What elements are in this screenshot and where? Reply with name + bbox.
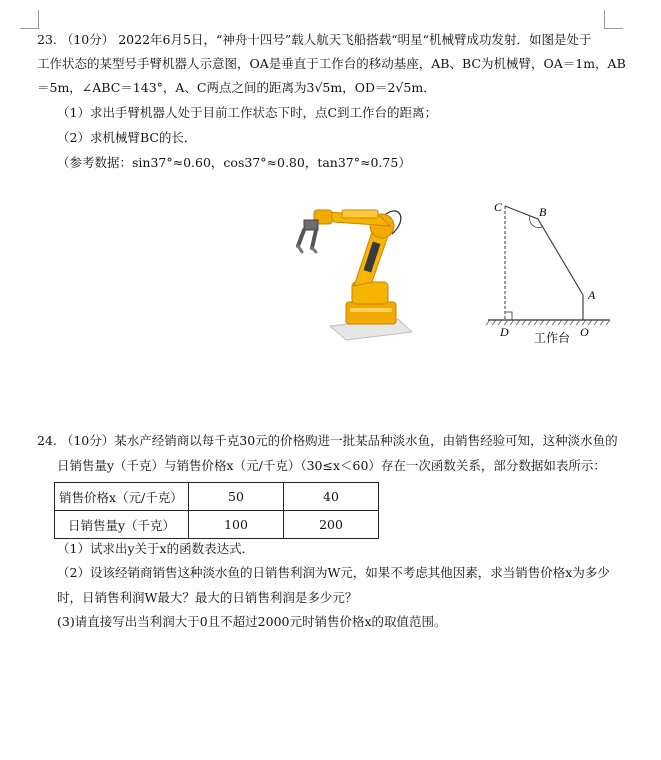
label-c: C	[494, 200, 503, 214]
price-sales-table	[54, 482, 379, 539]
geometry-diagram	[484, 196, 624, 356]
table-row-header: 销售价格x（元/千克）	[55, 483, 189, 511]
q24-line-2: 日销售量y（千克）与销售价格x（元/千克）（30≤x＜60）存在一次函数关系，部分数据如表所示：	[57, 458, 606, 473]
label-d: D	[500, 325, 509, 339]
right-angle-mark	[505, 312, 512, 320]
table-cell: 50	[189, 483, 284, 511]
robot-arm-photo	[290, 186, 420, 346]
table-row	[55, 511, 379, 539]
table-cell: 100	[189, 511, 284, 539]
q24-subquestion-2b: 时，日销售利润W最大？最大的日销售利润是多少元？	[57, 590, 358, 605]
label-o: O	[580, 325, 589, 339]
page-corner-mark-left	[20, 10, 39, 29]
q24-line-1: 24. （10分）某水产经销商以每千克30元的价格购进一批某品种淡水鱼，由销售经验可知，这种淡水鱼的	[37, 433, 618, 448]
q23-line-1: 23. （10分） 2022年6月5日，“神舟十四号”载人航天飞船搭载“明星“机械臂成功发射．如图是处于	[37, 32, 592, 47]
q23-subquestion-2: （2）求机械臂BC的长．	[57, 130, 197, 145]
label-a: A	[588, 288, 596, 302]
q23-reference-data: （参考数据：sin37°≈0.60，cos37°≈0.80，tan37°≈0.75）	[57, 155, 411, 170]
segment-cb	[505, 206, 538, 219]
q23-subquestion-1: （1）求出手臂机器人处于目前工作状态下时，点C到工作台的距离；	[57, 105, 438, 120]
q24-subquestion-3: (3)请直接写出当利润大于0且不超过2000元时销售价格x的取值范围。	[57, 614, 447, 629]
label-b: B	[539, 205, 547, 219]
table-cell: 200	[284, 511, 379, 539]
q23-line-3: ＝5m，∠ABC＝143°，A、C两点之间的距离为3√5m，OD＝2√5m．	[37, 80, 436, 95]
segment-ba	[538, 219, 583, 295]
table-cell: 40	[284, 483, 379, 511]
page-corner-mark-right	[604, 10, 623, 29]
q23-line-2: 工作状态的某型号手臂机器人示意图，OA是垂直于工作台的移动基座，AB、BC为机械臂，OA＝1m，AB	[37, 56, 626, 71]
table-row-header: 日销售量y（千克）	[55, 511, 189, 539]
label-work-table: 工作台	[534, 331, 571, 345]
table-row	[55, 483, 379, 511]
q24-subquestion-2a: （2）设该经销商销售这种淡水鱼的日销售利润为W元，如果不考虑其他因素，求当销售价格x为多少	[57, 565, 610, 580]
q24-subquestion-1: （1）试求出y关于x的函数表达式．	[57, 541, 255, 556]
